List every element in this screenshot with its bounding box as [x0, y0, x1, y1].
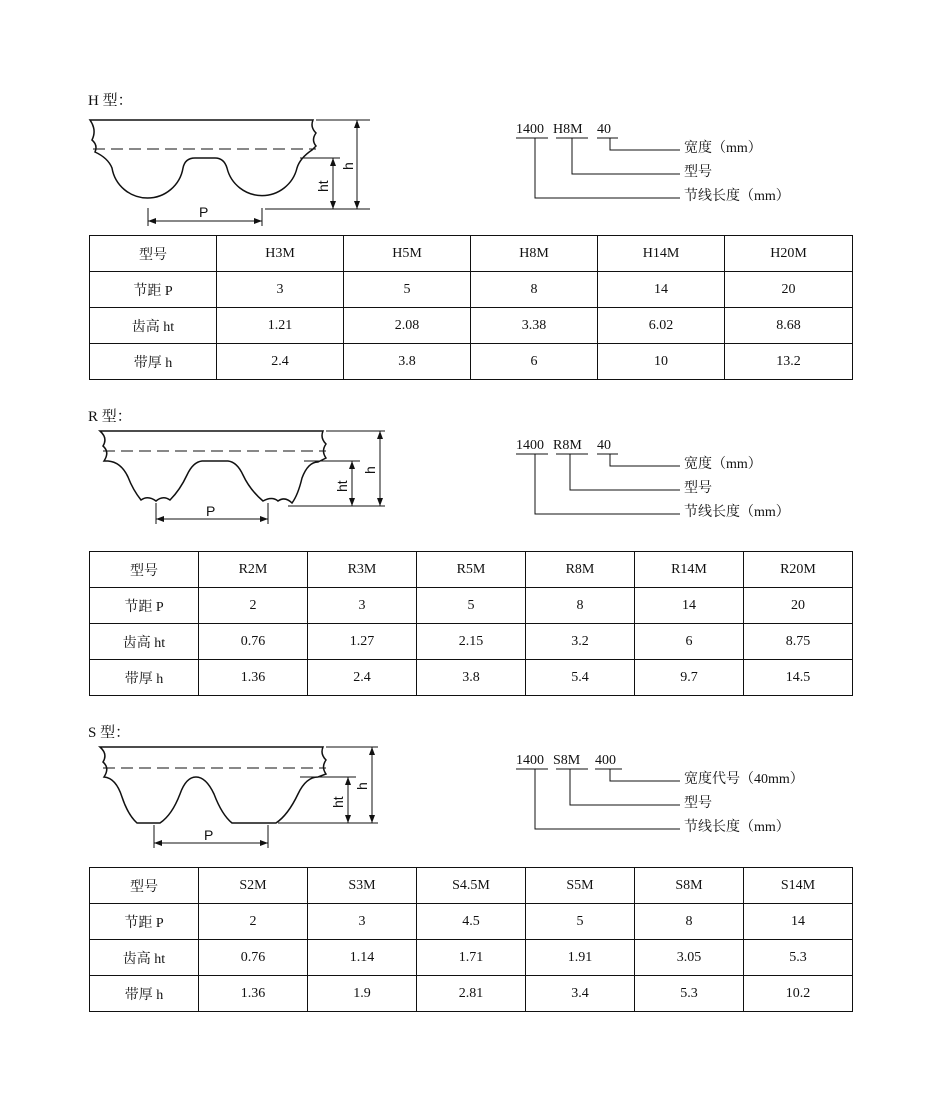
table-cell: 6	[471, 344, 598, 380]
table-cell: 1.36	[199, 660, 308, 696]
h-pitch-label: P	[199, 204, 209, 220]
r-tooth-height-label: ht	[334, 480, 350, 492]
section-title-h: H 型：	[88, 93, 133, 109]
table-cell: 2.4	[308, 660, 417, 696]
r-thickness-label: h	[362, 466, 378, 474]
s-belt-profile-diagram	[90, 740, 400, 850]
table-header-cell: R8M	[526, 552, 635, 588]
table-cell: 13.2	[725, 344, 853, 380]
table-cell: 8.75	[744, 624, 853, 660]
table-cell: 5	[344, 272, 471, 308]
table-cell: 6	[635, 624, 744, 660]
table-row-label: 带厚 h	[90, 976, 199, 1012]
table-cell: 2.81	[417, 976, 526, 1012]
table-cell: 3	[308, 904, 417, 940]
r-spec-table	[89, 551, 853, 696]
table-cell: 5	[526, 904, 635, 940]
table-row	[90, 940, 853, 976]
r-code-model: R8M	[553, 438, 582, 453]
table-header-cell: S8M	[635, 868, 744, 904]
table-header-cell: R20M	[744, 552, 853, 588]
table-header-cell: S2M	[199, 868, 308, 904]
table-cell: 2.15	[417, 624, 526, 660]
r-pitch-label: P	[206, 503, 216, 519]
r-model-code-diagram	[510, 428, 830, 528]
table-cell: 3.4	[526, 976, 635, 1012]
table-row	[90, 308, 853, 344]
table-row	[90, 552, 853, 588]
table-cell: 0.76	[199, 940, 308, 976]
table-header-cell: S14M	[744, 868, 853, 904]
table-header-cell: H5M	[344, 236, 471, 272]
table-header-cell: R3M	[308, 552, 417, 588]
table-row	[90, 624, 853, 660]
table-header-cell: 型号	[90, 236, 217, 272]
table-row-label: 齿高 ht	[90, 308, 217, 344]
table-header-cell: H3M	[217, 236, 344, 272]
table-row	[90, 976, 853, 1012]
table-row-label: 节距 P	[90, 904, 199, 940]
table-cell: 3.38	[471, 308, 598, 344]
r-code-label-model: 型号	[684, 481, 712, 496]
h-spec-table	[89, 235, 853, 380]
table-cell: 3.8	[417, 660, 526, 696]
table-row-label: 节距 P	[90, 588, 199, 624]
table-cell: 8	[471, 272, 598, 308]
table-header-cell: 型号	[90, 868, 199, 904]
table-cell: 8	[635, 904, 744, 940]
table-header-cell: 型号	[90, 552, 199, 588]
table-header-cell: H8M	[471, 236, 598, 272]
table-header-cell: S4.5M	[417, 868, 526, 904]
table-cell: 2	[199, 904, 308, 940]
h-code-width: 40	[597, 122, 611, 137]
table-cell: 2	[199, 588, 308, 624]
table-cell: 5.3	[635, 976, 744, 1012]
table-cell: 1.21	[217, 308, 344, 344]
s-spec-table	[89, 867, 853, 1012]
table-row-label: 齿高 ht	[90, 940, 199, 976]
table-row	[90, 236, 853, 272]
table-cell: 14	[598, 272, 725, 308]
h-code-length: 1400	[516, 122, 544, 137]
r-code-label-length: 节线长度（mm）	[684, 505, 790, 520]
table-cell: 2.08	[344, 308, 471, 344]
table-header-cell: R14M	[635, 552, 744, 588]
table-header-cell: H20M	[725, 236, 853, 272]
h-code-label-width: 宽度（mm）	[684, 141, 762, 156]
s-model-code-diagram	[510, 743, 830, 843]
table-row-label: 带厚 h	[90, 660, 199, 696]
table-cell: 5	[417, 588, 526, 624]
section-title-r: R 型：	[88, 409, 132, 425]
h-belt-outline	[90, 120, 316, 198]
table-cell: 1.14	[308, 940, 417, 976]
s-code-label-length: 节线长度（mm）	[684, 820, 790, 835]
s-thickness-label: h	[354, 782, 370, 790]
table-row-label: 节距 P	[90, 272, 217, 308]
section-title-s: S 型：	[88, 725, 131, 741]
table-cell: 1.71	[417, 940, 526, 976]
r-belt-profile-diagram	[90, 425, 400, 525]
table-cell: 10	[598, 344, 725, 380]
s-tooth-height-label: ht	[330, 796, 346, 808]
s-code-label-width: 宽度代号（40mm）	[684, 772, 804, 787]
table-row	[90, 272, 853, 308]
table-cell: 20	[725, 272, 853, 308]
table-row	[90, 660, 853, 696]
s-code-model: S8M	[553, 753, 581, 768]
table-row	[90, 868, 853, 904]
table-cell: 20	[744, 588, 853, 624]
table-cell: 3	[308, 588, 417, 624]
s-belt-outline	[100, 747, 326, 823]
table-cell: 14	[635, 588, 744, 624]
table-cell: 3.05	[635, 940, 744, 976]
h-tooth-height-label: ht	[315, 180, 331, 192]
table-cell: 14.5	[744, 660, 853, 696]
table-cell: 1.27	[308, 624, 417, 660]
table-cell: 1.36	[199, 976, 308, 1012]
table-cell: 0.76	[199, 624, 308, 660]
table-cell: 1.9	[308, 976, 417, 1012]
table-cell: 5.4	[526, 660, 635, 696]
s-code-width: 400	[595, 753, 616, 768]
s-code-label-model: 型号	[684, 796, 712, 811]
table-header-cell: R2M	[199, 552, 308, 588]
table-header-cell: R5M	[417, 552, 526, 588]
table-cell: 3.8	[344, 344, 471, 380]
h-model-code-diagram	[510, 112, 830, 212]
table-cell: 9.7	[635, 660, 744, 696]
table-row-label: 齿高 ht	[90, 624, 199, 660]
table-cell: 8	[526, 588, 635, 624]
table-cell: 2.4	[217, 344, 344, 380]
table-row-label: 带厚 h	[90, 344, 217, 380]
table-cell: 14	[744, 904, 853, 940]
h-code-label-length: 节线长度（mm）	[684, 189, 790, 204]
h-belt-profile-diagram	[80, 112, 380, 227]
r-belt-outline	[100, 431, 326, 503]
r-code-label-width: 宽度（mm）	[684, 457, 762, 472]
table-cell: 3.2	[526, 624, 635, 660]
table-header-cell: H14M	[598, 236, 725, 272]
r-code-width: 40	[597, 438, 611, 453]
table-cell: 3	[217, 272, 344, 308]
table-cell: 6.02	[598, 308, 725, 344]
table-row	[90, 904, 853, 940]
table-header-cell: S3M	[308, 868, 417, 904]
table-cell: 8.68	[725, 308, 853, 344]
s-pitch-label: P	[204, 827, 214, 843]
table-row	[90, 588, 853, 624]
table-cell: 10.2	[744, 976, 853, 1012]
s-code-length: 1400	[516, 753, 544, 768]
r-code-length: 1400	[516, 438, 544, 453]
table-row	[90, 344, 853, 380]
h-code-label-model: 型号	[684, 165, 712, 180]
table-cell: 4.5	[417, 904, 526, 940]
h-code-model: H8M	[553, 122, 583, 137]
table-header-cell: S5M	[526, 868, 635, 904]
table-cell: 1.91	[526, 940, 635, 976]
h-thickness-label: h	[340, 162, 356, 170]
table-cell: 5.3	[744, 940, 853, 976]
